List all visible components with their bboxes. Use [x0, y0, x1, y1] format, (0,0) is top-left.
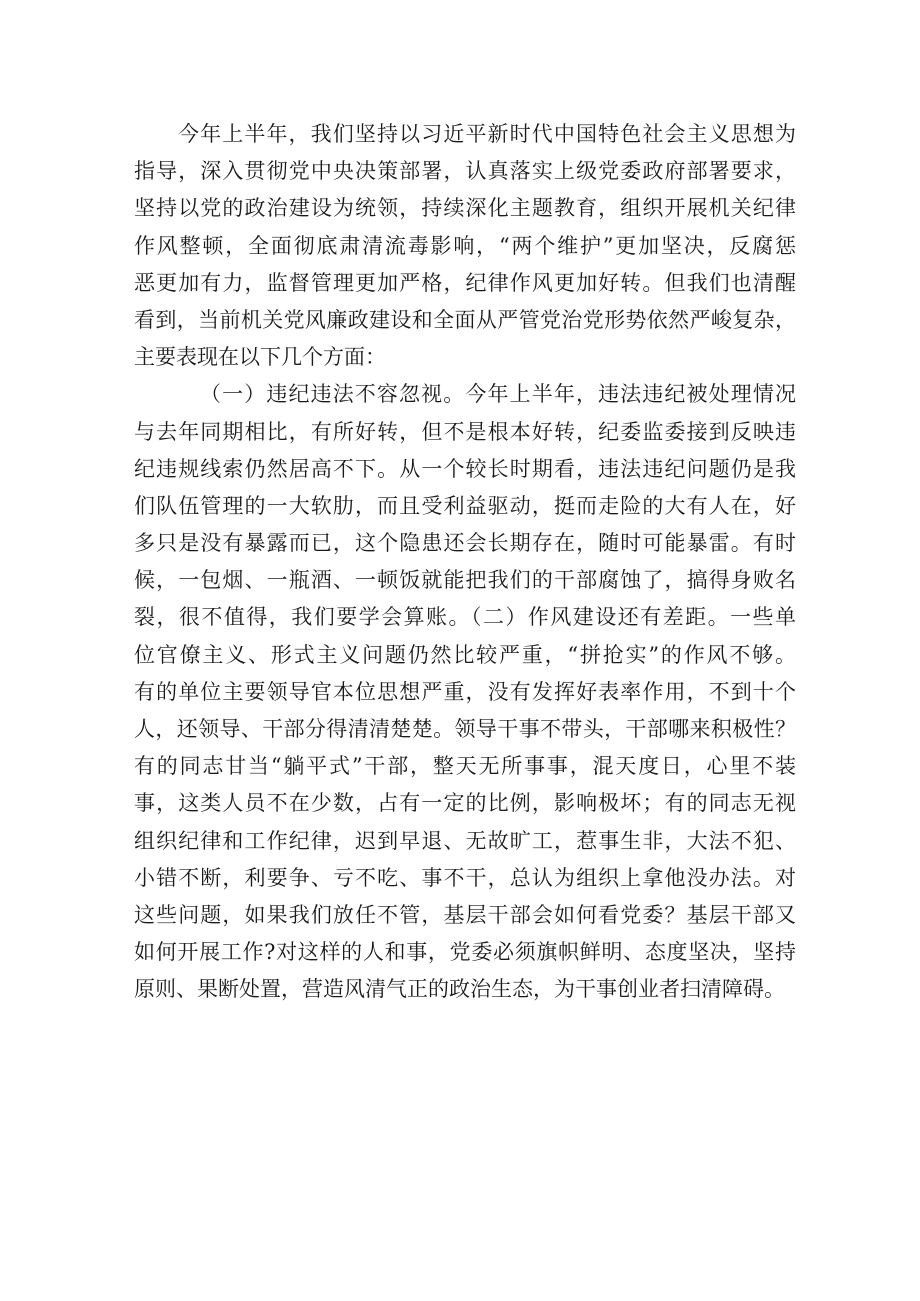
text-line: 有的单位主要领导官本位思想严重，没有发挥好表率作用，不到十个 — [134, 679, 796, 704]
text-line: 位官僚主义、形式主义问题仍然比较严重，“拼抢实”的作风不够。 — [134, 642, 796, 667]
text-line: 主要表现在以下几个方面： — [134, 345, 386, 370]
text-line: 作风整顿，全面彻底肃清流毒影响，“两个维护”更加坚决，反腐惩 — [134, 233, 796, 258]
text-line: 人，还领导、干部分得清清楚楚。领导干事不带头，干部哪来积极性？ — [134, 717, 796, 741]
text-line: 原则、果断处置，营造风清气正的政治生态，为干事创业者扫清障碍。 — [134, 977, 785, 1002]
text-line: （一）违纪违法不容忽视。今年上半年，违法违纪被处理情况 — [200, 382, 796, 407]
text-line: 多只是没有暴露而已，这个隐患还会长期存在，随时可能暴雷。有时 — [134, 531, 796, 556]
text-line: 这些问题，如果我们放任不管，基层干部会如何看党委？基层干部又 — [134, 902, 796, 927]
text-line: 与去年同期相比，有所好转，但不是根本好转，纪委监委接到反映违 — [134, 419, 796, 444]
text-line: 组织纪律和工作纪律，迟到早退、无故旷工，惹事生非，大法不犯、 — [134, 828, 796, 853]
text-line: 候，一包烟、一瓶酒、一顿饭就能把我们的干部腐蚀了，搞得身败名 — [134, 568, 796, 593]
text-line: 恶更加有力，监督管理更加严格，纪律作风更加好转。但我们也清醒 — [134, 270, 796, 295]
paragraph-1 — [134, 116, 796, 376]
text-line: 指导，深入贯彻党中央决策部署，认真落实上级党委政府部署要求， — [134, 159, 796, 184]
text-line: 纪违规线索仍然居高不下。从一个较长时期看，违法违纪问题仍是我 — [134, 456, 796, 481]
text-line: 事，这类人员不在少数，占有一定的比例，影响极坏；有的同志无视 — [134, 791, 796, 816]
text-line: 看到，当前机关党风廉政建设和全面从严管党治党形势依然严峻复杂， — [134, 307, 796, 332]
text-line: 如何开展工作?对这样的人和事，党委必须旗帜鲜明、态度坚决，坚持 — [134, 940, 796, 965]
paragraph-2 — [134, 376, 796, 1008]
text-line: 裂，很不值得，我们要学会算账。（二）作风建设还有差距。一些单 — [134, 605, 796, 630]
text-line: 坚持以党的政治建设为统领，持续深化主题教育，组织开展机关纪律 — [134, 196, 796, 221]
text-line: 们队伍管理的一大软肋，而且受利益驱动，挺而走险的大有人在，好 — [134, 493, 796, 518]
document-body — [134, 116, 796, 1009]
text-line: 小错不断，利要争、亏不吃、事不干，总认为组织上拿他没办法。对 — [134, 865, 796, 890]
text-line: 今年上半年，我们坚持以习近平新时代中国特色社会主义思想为 — [178, 122, 796, 146]
text-line: 有的同志甘当“躺平式”干部，整天无所事事，混天度日，心里不装 — [134, 754, 796, 779]
